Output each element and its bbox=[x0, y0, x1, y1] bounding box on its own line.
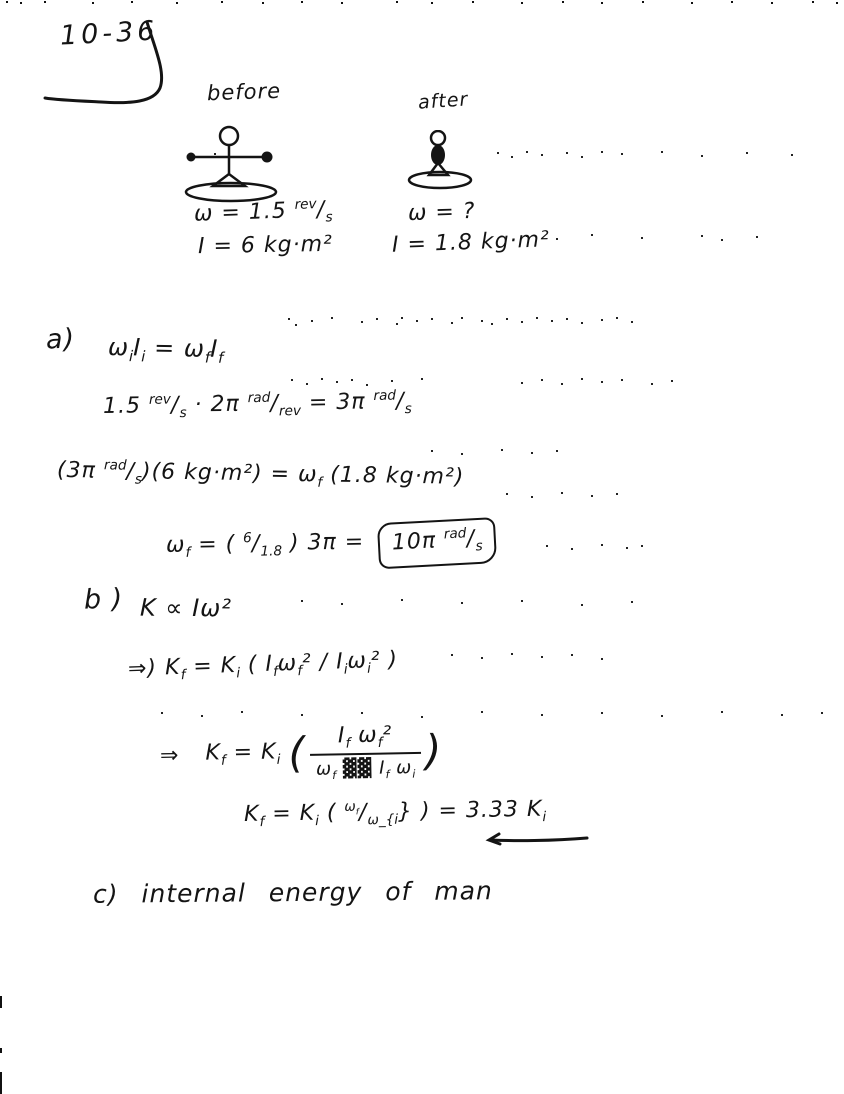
part-a-label: a) bbox=[45, 323, 76, 356]
part-c-text: internal energy of man bbox=[141, 876, 493, 909]
before-omega-value: ω = 1.5 $^{rev}/_s$ bbox=[193, 196, 333, 227]
scan-noise bbox=[0, 491, 2, 493]
part-b-equation-1: K ∝ Iω² bbox=[139, 593, 233, 623]
part-b-equation-3 bbox=[160, 722, 443, 786]
scan-noise bbox=[0, 543, 2, 545]
stick-figure-before bbox=[182, 124, 294, 204]
part-b-equation-2: ⇒) $K_f = K_i$ ( $I_f\omega_f^2 / I_i\omega_i^2$ ) bbox=[127, 647, 399, 684]
scan-noise bbox=[0, 710, 2, 712]
figure-before-label: before bbox=[206, 78, 282, 106]
final-answer-box bbox=[377, 517, 498, 569]
stick-figure-after bbox=[404, 130, 478, 192]
part-a-equation-4-lhs: $\omega_f$ = ( $^6/_{1.8}$ ) 3π = bbox=[165, 529, 365, 562]
part-a-equation-2: 1.5 $^{rev}/_s \cdot 2\pi$ $^{rad}/_{rev} = 3\pi$ $^{rad}/_s$ bbox=[102, 387, 412, 422]
fraction-numerator: $I_f$ $\omega_f^2$ bbox=[337, 722, 393, 752]
scan-noise bbox=[0, 448, 2, 450]
figure-after-label: after bbox=[417, 88, 470, 114]
implies-arrow: ⇒ bbox=[159, 743, 180, 769]
after-omega-value: ω = ? bbox=[407, 198, 476, 227]
fraction-denominator: $\omega_f$ ▓▓ $I_f$ $\omega_i$ bbox=[310, 752, 422, 783]
part-c-label: c) bbox=[92, 879, 119, 909]
part-c-line bbox=[93, 876, 493, 908]
scan-noise bbox=[0, 652, 2, 654]
answer-underline-arrow bbox=[483, 832, 591, 848]
part-b-equation-4: $K_f = K_i$ ( $^{\omega_f}/_{\omega\_\{i}$} ) = 3.33 $K_i$ bbox=[243, 796, 547, 831]
fraction bbox=[309, 722, 421, 783]
scan-noise bbox=[0, 233, 2, 235]
part-a-equation-3: (3π $^{rad}/_s)(6$ $kg\cdot m^2) = \omega_f$ (1.8 kg·m²) bbox=[56, 457, 465, 491]
scan-noise bbox=[0, 598, 2, 600]
scan-noise bbox=[0, 316, 2, 318]
scan-edge-artifact bbox=[0, 1048, 2, 1053]
scan-noise bbox=[0, 377, 2, 379]
scan-noise bbox=[0, 150, 2, 152]
before-inertia-value: I = 6 kg·m² bbox=[197, 231, 334, 260]
scan-noise-top bbox=[0, 1, 2, 3]
part-a-equation-1: $\omega_iI_i = \omega_fI_f$ bbox=[107, 332, 224, 367]
problem-number: 10-36 bbox=[59, 15, 160, 52]
part-b-equation-3-prefix: $K_f = K_i$ bbox=[205, 739, 281, 770]
after-inertia-value: I = 1.8 kg·m² bbox=[391, 227, 551, 258]
problem-number-bracket bbox=[35, 8, 180, 113]
scan-edge-artifact bbox=[0, 996, 2, 1008]
scan-edge-artifact bbox=[0, 1072, 2, 1094]
part-a-equation-4 bbox=[166, 519, 497, 570]
part-a-answer: 10π $^{rad}/_s$ bbox=[391, 525, 484, 556]
part-b-label: b ) bbox=[83, 583, 124, 616]
